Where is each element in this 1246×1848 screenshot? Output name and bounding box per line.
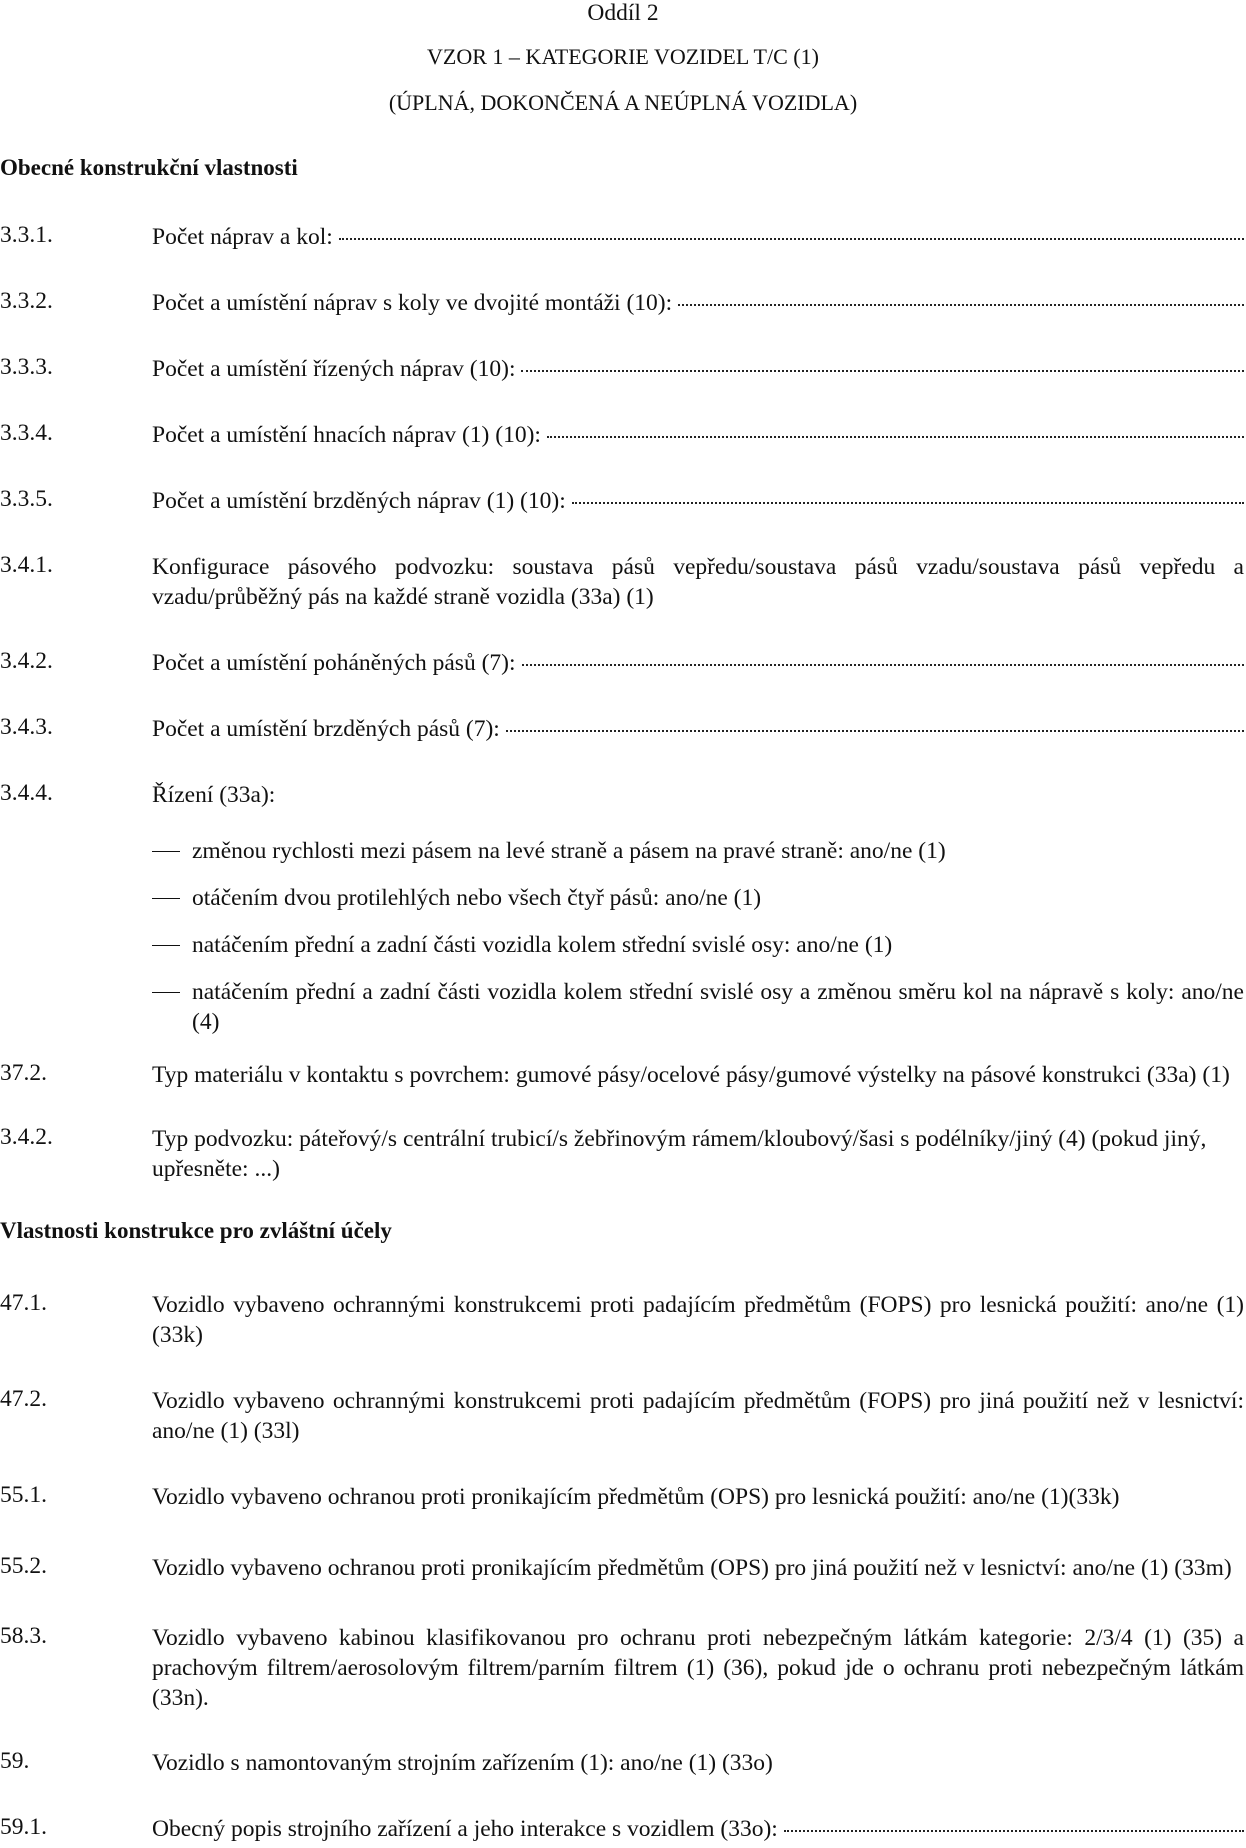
item-text: Počet náprav a kol: xyxy=(152,222,1244,252)
fill-line xyxy=(572,501,1244,504)
item-text: Typ materiálu v kontaktu s povrchem: gumové pásy/ocelové pásy/gumové výstelky na pásové konstrukci (33a) (1) xyxy=(152,1062,1230,1088)
item-text: Typ podvozku: páteřový/s centrální trubicí/s žebřinovým rámem/kloubový/šasi s podélníky/jiný (4) (pokud jiný, upřesněte: ...) xyxy=(152,1126,1207,1182)
item-text: Vozidlo vybaveno ochranou proti pronikajícím předmětům (OPS) pro jiná použití než v lesnictví: ano/ne (1) (33m) xyxy=(152,1555,1232,1581)
item-text: Vozidlo vybaveno ochrannými konstrukcemi proti padajícím předmětům (FOPS) pro lesnická použití: ano/ne (1) (33k) xyxy=(152,1292,1244,1348)
item-number: 59. xyxy=(0,1748,30,1774)
item-text: Řízení (33a): xyxy=(152,782,276,808)
item-text: Počet a umístění brzděných pásů (7): xyxy=(152,714,1244,744)
item-text: Počet a umístění náprav s koly ve dvojité montáži (10): xyxy=(152,288,1244,318)
dash-mark xyxy=(152,851,180,852)
item-text: Vozidlo vybaveno ochranou proti pronikajícím předmětům (OPS) pro lesnická použití: ano/ne (1)(33k) xyxy=(152,1484,1120,1510)
item-number: 3.3.4. xyxy=(0,420,53,446)
dash-mark xyxy=(152,898,180,899)
vehicle-types-subtitle: (ÚPLNÁ, DOKONČENÁ A NEÚPLNÁ VOZIDLA) xyxy=(388,90,858,115)
item-number: 55.1. xyxy=(0,1482,47,1508)
item-text: Vozidlo vybaveno kabinou klasifikovanou pro ochranu proti nebezpečným látkám kategorie: 2/3/4 (1) (35) a prachovým filtrem/aerosolovým filtrem/parním filtrem (1) (36), pokud jde o ochranu proti nebezpečným látkám (33n). xyxy=(152,1625,1244,1711)
item-number: 3.4.2. xyxy=(0,1124,53,1150)
fill-line xyxy=(547,435,1244,438)
fill-line xyxy=(521,369,1244,372)
item-number: 3.4.3. xyxy=(0,714,53,740)
item-text: Počet a umístění řízených náprav (10): xyxy=(152,354,1244,384)
fill-line xyxy=(784,1829,1244,1832)
item-text: Počet a umístění brzděných náprav (1) (10): xyxy=(152,486,1244,516)
item-number: 3.3.2. xyxy=(0,288,53,314)
section-heading-general: Obecné konstrukční vlastnosti xyxy=(0,155,298,180)
fill-line xyxy=(522,663,1244,666)
item-text: Obecný popis strojního zařízení a jeho interakce s vozidlem (33o): xyxy=(152,1814,1244,1844)
fill-line xyxy=(678,303,1244,306)
item-text: Vozidlo s namontovaným strojním zařízením (1): ano/ne (1) (33o) xyxy=(152,1750,773,1776)
fill-line xyxy=(506,729,1244,732)
item-number: 3.3.3. xyxy=(0,354,53,380)
document-page: Oddíl 2 VZOR 1 – KATEGORIE VOZIDEL T/C (1) (ÚPLNÁ, DOKONČENÁ A NEÚPLNÁ VOZIDLA) Obecné konstrukční vlastnosti 3.3.1. Počet náprav a kol: 3.3.2. Počet a umístění náprav s koly ve dvojité montáži (10): 3.3.3. Počet a umístění řízených náprav (10): 3.3.4. Počet a umístění hnacích náprav (1) (10): 3.3.5. Počet a umístění brzděných náprav (1) (10): 3.4.1. Konfigurace pásového podvozku: soustava pásů vepředu/soustava pásů vzadu/soustava pásů vepředu a vzadu/průběžný pás na každé straně vozidla (33a) (1) 3.4.2. Počet a umístění poháněných pásů (7): 3.4.3. Počet a umístění brzděných pásů (7): 3.4.4. Řízení (33a): změnou rychlosti mezi pásem na levé straně a pásem na pravé straně: ano/ne (1) otáčením dvou protilehlých nebo všech čtyř pásů: ano/ne (1) natáčením přední a zadní části vozidla kolem střední svislé osy: ano/ne (1) natáčením přední a zadní části vozidla kolem střední svislé osy a změnou směru kol na nápravě s koly: ano/ne (4) 37.2. Typ materiálu v kontaktu s povrchem: gumové pásy/ocelové pásy/gumové výstelky na pásové konstrukci (33a) (1) 3.4.2. Typ podvozku: páteřový/s centrální trubicí/s žebřinovým rámem/kloubový/šasi s podélníky/jiný (4) (pokud jiný, upřesněte: ...) Vlastnosti konstrukce pro zvláštní účely 47.1. Vozidlo vybaveno ochrannými konstrukcemi proti padajícím předmětům (FOPS) pro lesnická použití: ano/ne (1) (33k) 47.2. Vozidlo vybaveno ochrannými konstrukcemi proti padajícím předmětům (FOPS) pro jiná použití než v lesnictví: ano/ne (1) (33l) 55.1. Vozidlo vybaveno ochranou proti pronikajícím předmětům (OPS) pro lesnická použití: ano/ne (1)(33k) 55.2. Vozidlo vybaveno ochranou proti pronikajícím předmětům (OPS) pro jiná použití než v lesnictví: ano/ne (1) (33m) 58.3. Vozidlo vybaveno kabinou klasifikovanou pro ochranu proti nebezpečným látkám kategorie: 2/3/4 (1) (35) a prachovým filtrem/aerosolovým filtrem/parním filtrem (1) (36), pokud jde o ochranu proti nebezpečným látkám (33n). 59. Vozidlo s namontovaným strojním zařízením (1): ano/ne (1) (33o) 59.1. Obecný popis strojního zařízení a jeho interakce s vozidlem (33o): xyxy=(0,0,1244,1842)
item-number: 58.3. xyxy=(0,1623,47,1649)
item-text: Počet a umístění poháněných pásů (7): xyxy=(152,648,1244,678)
item-number: 3.4.1. xyxy=(0,552,53,578)
item-number: 59.1. xyxy=(0,1814,47,1840)
item-number: 37.2. xyxy=(0,1060,47,1086)
item-number: 3.4.2. xyxy=(0,648,53,674)
dash-mark xyxy=(152,945,180,946)
item-text: Konfigurace pásového podvozku: soustava pásů vepředu/soustava pásů vzadu/soustava pásů vepředu a vzadu/průběžný pás na každé straně vozidla (33a) (1) xyxy=(152,554,1244,610)
dash-mark xyxy=(152,992,180,993)
fill-line xyxy=(339,237,1244,240)
section-heading-special: Vlastnosti konstrukce pro zvláštní účely xyxy=(0,1218,392,1243)
item-number: 47.1. xyxy=(0,1290,47,1316)
item-number: 3.3.1. xyxy=(0,222,53,248)
item-number: 55.2. xyxy=(0,1553,47,1579)
section-label: Oddíl 2 xyxy=(587,0,659,26)
item-number: 47.2. xyxy=(0,1386,47,1412)
item-number: 3.4.4. xyxy=(0,780,53,806)
item-number: 3.3.5. xyxy=(0,486,53,512)
item-text: Vozidlo vybaveno ochrannými konstrukcemi proti padajícím předmětům (FOPS) pro jiná použití než v lesnictví: ano/ne (1) (33l) xyxy=(152,1388,1244,1444)
model-title: VZOR 1 – KATEGORIE VOZIDEL T/C (1) xyxy=(427,44,819,69)
item-text: Počet a umístění hnacích náprav (1) (10): xyxy=(152,420,1244,450)
